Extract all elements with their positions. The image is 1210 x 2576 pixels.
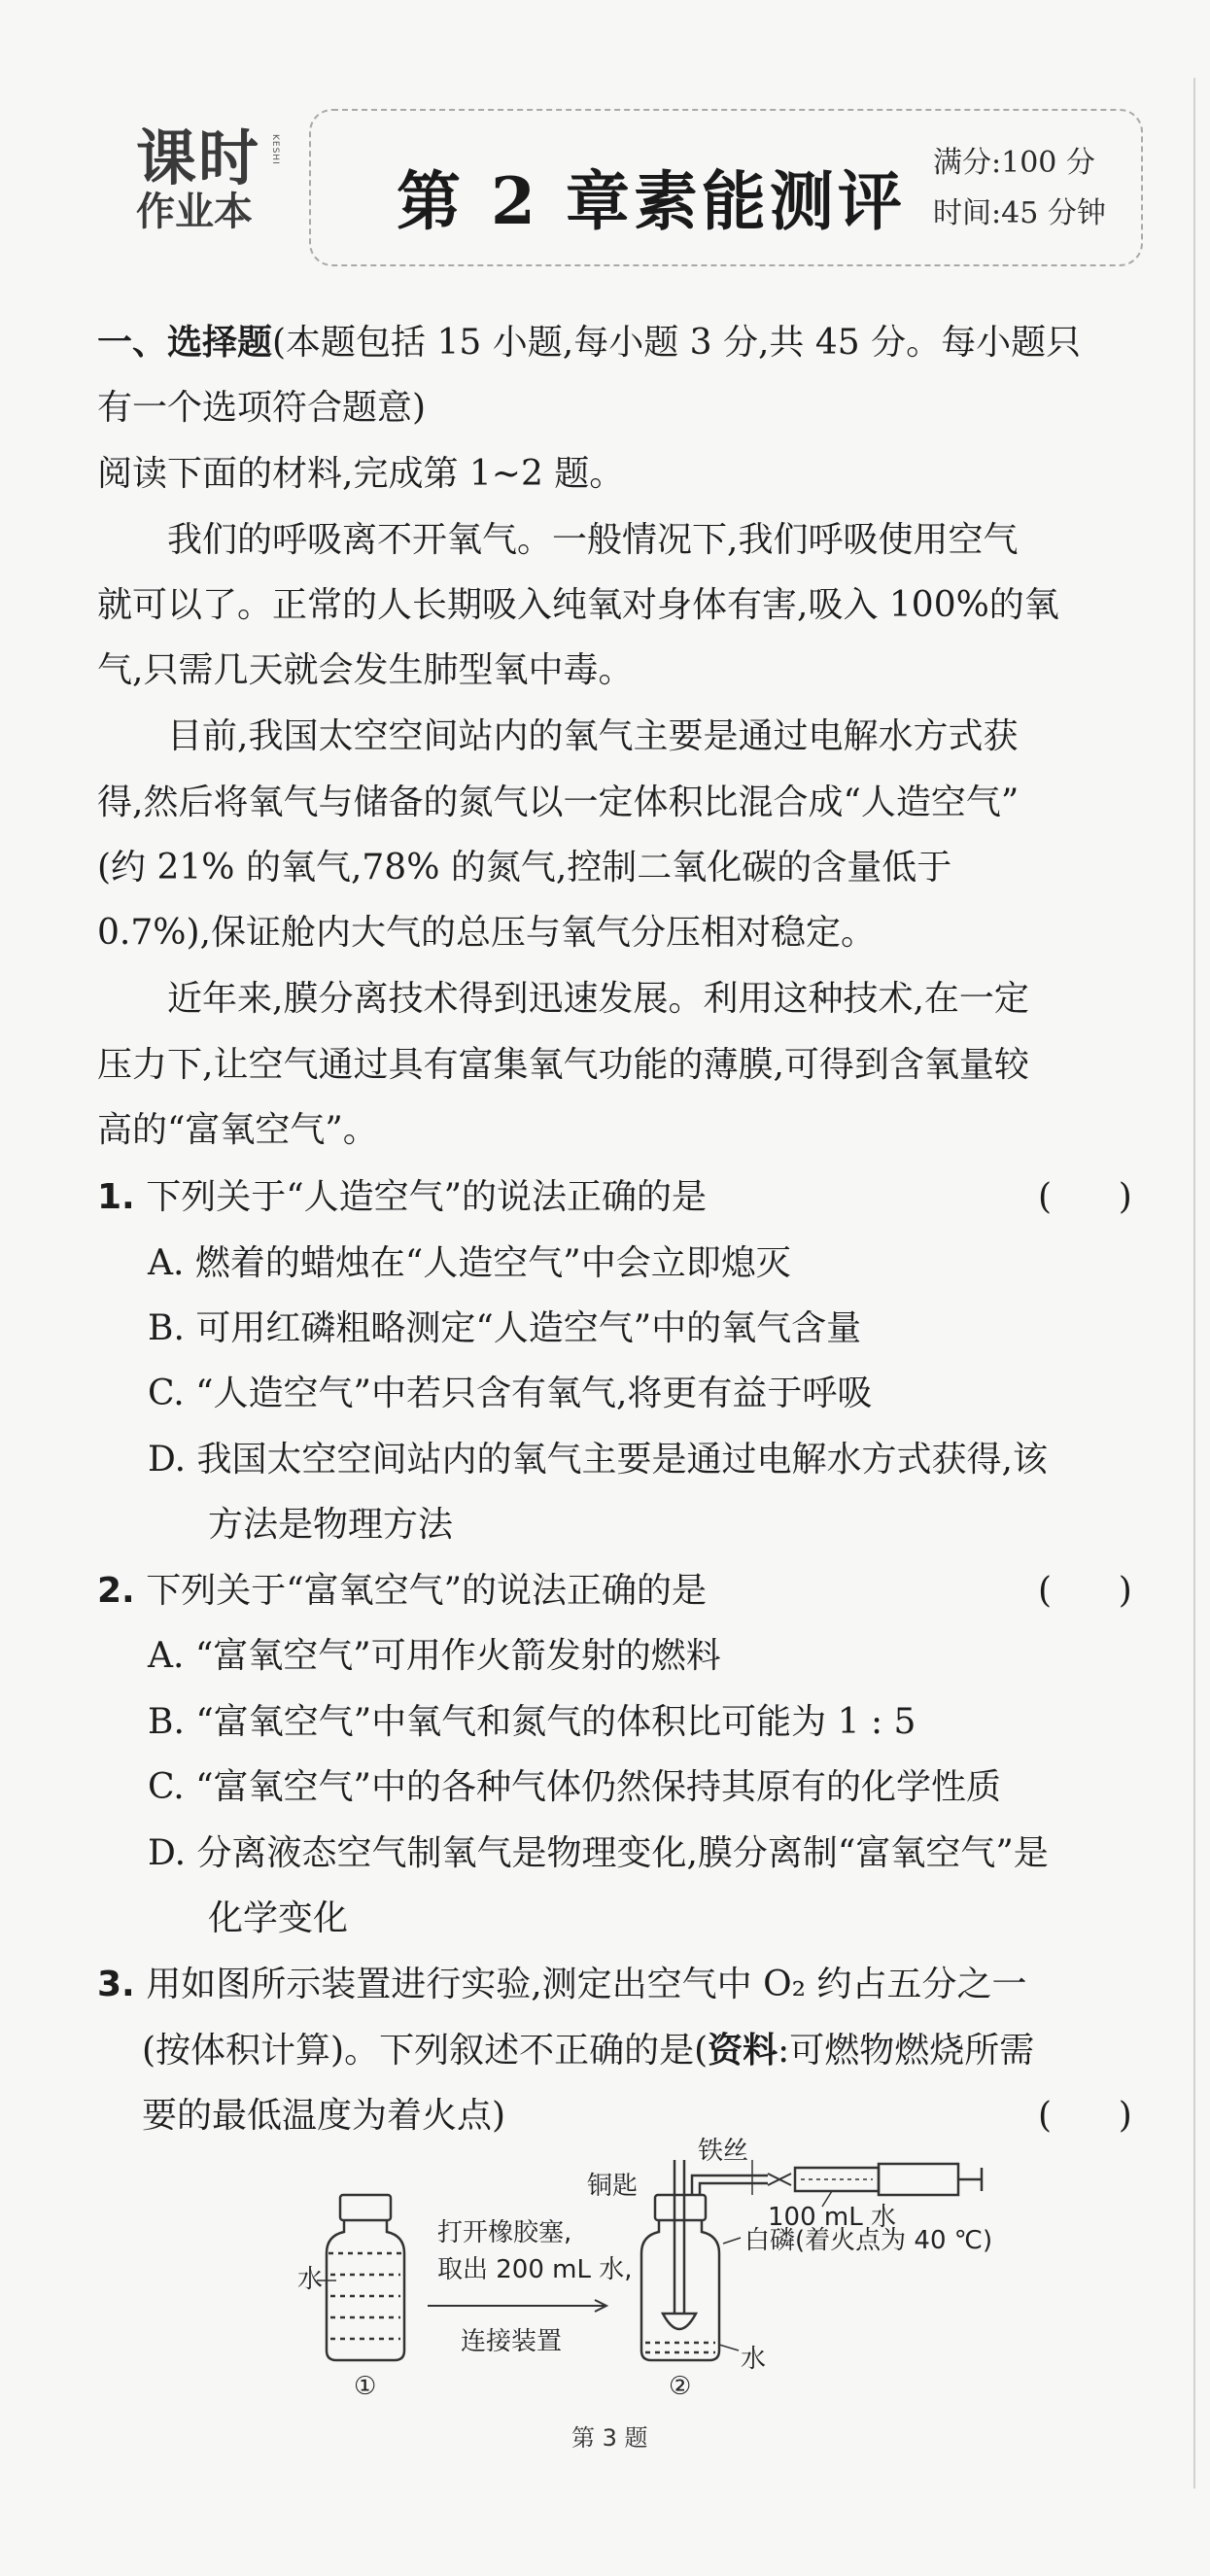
- answer-bracket[interactable]: ( ): [1038, 1571, 1132, 1611]
- label-water-left: 水: [297, 2265, 324, 2294]
- label-syringe-water: 100 mL 水: [768, 2203, 896, 2232]
- reading-line: 0.7%),保证舱内大气的总压与氧气分压相对稳定。: [97, 913, 876, 953]
- section-note-2: 有一个选项符合题意): [97, 388, 427, 428]
- option-b[interactable]: B. 可用红磷粗略测定“人造空气”中的氧气含量: [148, 1308, 862, 1348]
- option-d[interactable]: D. 我国太空空间站内的氧气主要是通过电解水方式获得,该: [148, 1440, 1048, 1479]
- option-a[interactable]: A. “富氧空气”可用作火箭发射的燃料: [148, 1636, 721, 1676]
- reading-line: 高的“富氧空气”。: [97, 1110, 378, 1150]
- label-bottle-2: ②: [669, 2372, 692, 2401]
- section-note-1: (本题包括 15 小题,每小题 3 分,共 45 分。每小题只: [272, 323, 1082, 363]
- label-white-phosphorus: 白磷(着火点为 40 ℃): [744, 2226, 993, 2255]
- reading-line: 我们的呼吸离不开氧气。一般情况下,我们呼吸使用空气: [167, 520, 1019, 560]
- label-water-right: 水: [741, 2345, 767, 2374]
- time-limit: 时间:45 分钟: [933, 196, 1106, 230]
- reading-line: 得,然后将氧气与储备的氮气以一定体积比混合成“人造空气”: [97, 783, 1020, 822]
- reading-line: 目前,我国太空空间站内的氧气主要是通过电解水方式获: [167, 716, 1019, 756]
- reading-line: 气,只需几天就会发生肺型氧中毒。: [97, 650, 634, 690]
- reading-line: (约 21% 的氧气,78% 的氮气,控制二氧化碳的含量低于: [97, 848, 952, 888]
- label-bottle-1: ①: [354, 2372, 377, 2401]
- question-text: 用如图所示装置进行实验,测定出空气中 O₂ 约占五分之一: [146, 1965, 1027, 2004]
- reference-label: 资料: [708, 2031, 778, 2071]
- option-a[interactable]: A. 燃着的蜡烛在“人造空气”中会立即熄灭: [148, 1243, 791, 1283]
- label-step-1: 打开橡胶塞,: [437, 2218, 572, 2247]
- reading-line: 就可以了。正常的人长期吸入纯氧对身体有害,吸入 100%的氧: [97, 585, 1059, 625]
- question-text: :可燃物燃烧所需: [778, 2031, 1035, 2071]
- option-c[interactable]: C. “人造空气”中若只含有氧气,将更有益于呼吸: [148, 1374, 873, 1413]
- section-heading: 一、选择题: [97, 323, 273, 363]
- label-step-2: 取出 200 mL 水,: [437, 2255, 633, 2284]
- question-3-line-3: 要的最低温度为着火点): [142, 2096, 506, 2136]
- question-text: (按体积计算)。下列叙述不正确的是(: [142, 2031, 709, 2071]
- option-b[interactable]: B. “富氧空气”中氧气和氮气的体积比可能为 1 : 5: [148, 1702, 916, 1742]
- full-score: 满分:100 分: [933, 146, 1095, 180]
- question-text: 下列关于“富氧空气”的说法正确的是: [146, 1571, 707, 1611]
- label-step-3: 连接装置: [461, 2327, 563, 2356]
- question-number: 1.: [97, 1177, 135, 1217]
- label-copper-spoon: 铜匙: [587, 2172, 639, 2201]
- brand-top-text: 课时: [136, 122, 261, 193]
- option-d-continued: 化学变化: [208, 1898, 349, 1938]
- bottle-1: [317, 2195, 404, 2360]
- syringe: [795, 2164, 982, 2207]
- page-title: 第 2 章素能测评: [397, 163, 906, 239]
- option-c[interactable]: C. “富氧空气”中的各种气体仍然保持其原有的化学性质: [148, 1767, 1001, 1807]
- reading-line: 近年来,膜分离技术得到迅速发展。利用这种技术,在一定: [167, 979, 1029, 1019]
- answer-bracket[interactable]: ( ): [1038, 1177, 1132, 1217]
- bottle-2: [641, 2160, 768, 2360]
- question-text: 下列关于“人造空气”的说法正确的是: [146, 1177, 707, 1217]
- question-number: 3.: [97, 1965, 135, 2004]
- question-number: 2.: [97, 1571, 135, 1611]
- reading-intro: 阅读下面的材料,完成第 1~2 题。: [97, 454, 625, 494]
- label-iron-wire: 铁丝: [698, 2137, 749, 2166]
- option-d[interactable]: D. 分离液态空气制氧气是物理变化,膜分离制“富氧空气”是: [148, 1833, 1049, 1873]
- brand-side-text: KESHI: [270, 134, 280, 165]
- reading-line: 压力下,让空气通过具有富集氧气功能的薄膜,可得到含氧量较: [97, 1045, 1029, 1085]
- brand-bottom-text: 作业本: [136, 190, 253, 234]
- figure-caption: 第 3 题: [571, 2424, 648, 2452]
- option-d-continued: 方法是物理方法: [208, 1505, 454, 1545]
- answer-bracket[interactable]: ( ): [1038, 2096, 1132, 2136]
